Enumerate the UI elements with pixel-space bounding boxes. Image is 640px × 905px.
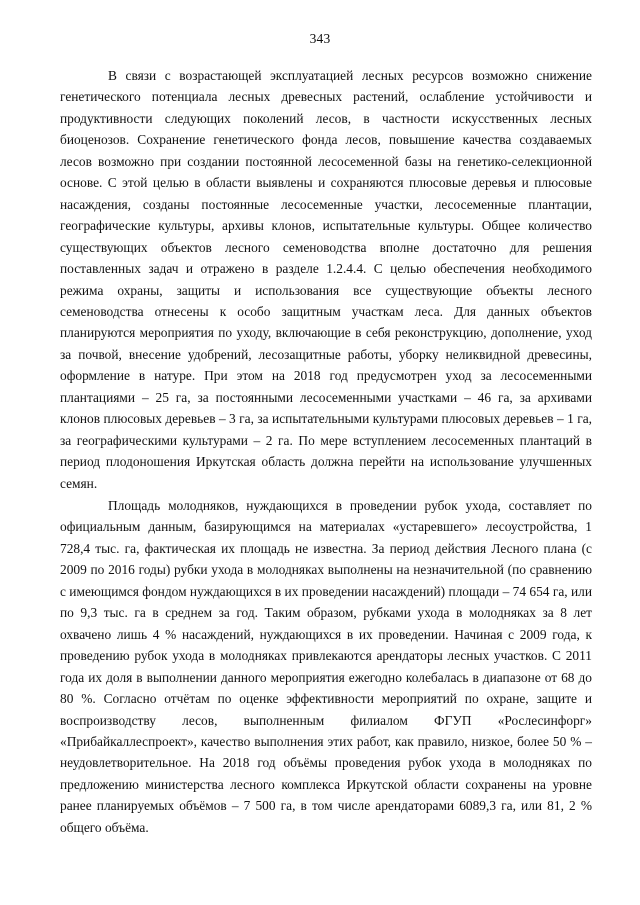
page-number: 343	[309, 31, 331, 46]
paragraph-seed-base: В связи с возрастающей эксплуатацией лесных ресурсов возможно снижение генетического потенциала лесных древесных растений, ослабление устойчивости и продуктивности следующих поколений лесов, в частности искусственных лесных биоценозов. Сохранение генетического фонда лесов, повышение качества создаваемых лесов возможно при создании постоянной лесосеменной базы на генетико-селекционной основе. С этой целью в области выявлены и сохраняются плюсовые деревья и плюсовые насаждения, созданы постоянные лесосеменные участки, лесосеменные плантации, географические культуры, архивы клонов, испытательные культуры. Общее количество существующих объектов лесного семеноводства вполне достаточно для решения поставленных задач и отражено в разделе 1.2.4.4. С целью обеспечения необходимого режима охраны, защиты и использования все существующие объекты лесного семеноводства отнесены к особо защитным участкам леса. Для данных объектов планируются мероприятия по уходу, включающие в себя реконструкцию, дополнение, уход за почвой, внесение удобрений, лесозащитные работы, уборку неликвидной древесины, оформление в натуре. При этом на 2018 год предусмотрен уход за лесосеменными плантациями – 25 га, за постоянными лесосеменными участками – 46 га, за архивами клонов плюсовых деревьев – 3 га, за испытательными культурами плюсовых деревьев – 1 га, за географическими культурами – 2 га. По мере вступлением лесосеменных плантаций в период плодоношения Иркутская область должна перейти на использование улучшенных семян.	[60, 68, 592, 491]
paragraph-young-stands-thinning: Площадь молодняков, нуждающихся в проведении рубок ухода, составляет по официальным данным, базирующимся на материалах «устаревшего» лесоустройства, 1 728,4 тыс. га, фактическая их площадь не известна. За период действия Лесного плана (с 2009 по 2016 годы) рубки ухода в молодняках выполнены на незначительной (по сравнению с имеющимся фондом нуждающихся в их проведении насаждений) площади – 74 654 га, или по 9,3 тыс. га в среднем за год. Таким образом, рубками ухода в молодняках за 8 лет охвачено лишь 4 % насаждений, нуждающихся в их проведении. Начиная с 2009 года, к проведению рубок ухода в молодняках привлекаются арендаторы лесных участков. С 2011 года их доля в выполнении данного мероприятия ежегодно колебалась в диапазоне от 68 до 80 %. Согласно отчётам по оценке эффективности мероприятий по охране, защите и воспроизводству лесов, выполненным филиалом ФГУП «Рослесинфорг» «Прибайкаллеспроект», качество выполнения этих работ, как правило, низкое, более 50 % – неудовлетворительное. На 2018 год объёмы проведения рубок ухода в молодняках по предложению министерства лесного комплекса Иркутской области сохранены на уровне ранее планируемых объёмов – 7 500 га, в том числе арендаторами 6089,3 га, или 81, 2 % общего объёма.	[60, 498, 592, 835]
